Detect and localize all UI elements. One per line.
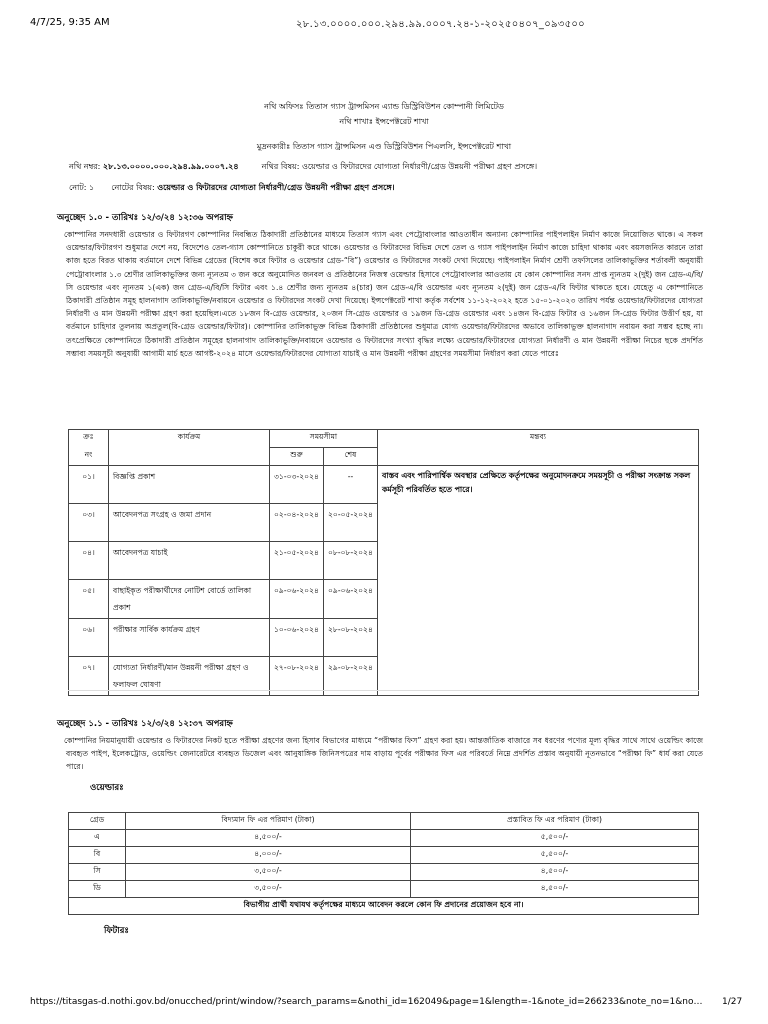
office-line: নথি অফিসঃ তিতাস গ্যাস ট্রান্সমিসন এ্যান্ড ডিস্ট্রিবিউশন কোম্পানী লিমিটেড — [264, 102, 504, 111]
section-2-title: অনুচ্ছেদ ১.১ - তারিখঃ ১২/৩/২৪ ১২:৩৭ অপরাহ্ন — [57, 719, 233, 729]
col-current-fee: বিদ্যমান ফি এর পরিমাণ (টাকা) — [126, 813, 411, 830]
table-row: বি ৪,০০০/- ৫,৫০০/- — [69, 847, 699, 864]
section-2-body: কোম্পানির নিয়মানুযায়ী ওয়েল্ডার ও ফিটারদের নিকট হতে পরীক্ষা গ্রহণের জন্য হিসাব বিভাগের মাধ্যমে “পরীক্ষার ফিস” গ্রহণ করা হয়। আন্তর্জাতিক বাজারে সব ধরণের পণ্যের মূল্য বৃদ্ধির সাথে সাথে ওয়েল্ডিং কাজে ব্যবহৃত পাইপ, ইলেকট্রোড, ওয়েল্ডিং জেনারেটরে ব্যবহৃত ডিজেল এবং আনুষাঙ্গিক জিনিসপত্রের দাম বাড়ায় পূর্বের পরীক্ষার ফিস এর পরিবর্তে নিম্নে প্রদর্শিত প্রস্তাব অনুযায়ী নূতনভাবে “পরীক্ষা ফি” ধার্য করা যেতে পারে। — [64, 736, 703, 772]
note-subject: ওয়েল্ডার ও ফিটারদের যোগ্যতা নির্ধারণী/গ্রেড উন্নয়নী পরীক্ষা গ্রহণ প্রসঙ্গে। — [157, 183, 395, 192]
table-row: ০৫। বাছাইকৃত পরীক্ষার্থীদের নোটিশ বোর্ডে তালিকা প্রকাশ ০৯-০৬-২০২৪ ০৯-০৬-২০২৪ — [69, 580, 699, 619]
welder-heading: ওয়েল্ডারঃ — [90, 783, 124, 793]
browser-datetime: 4/7/25, 9:35 AM — [30, 17, 110, 28]
table-row: ০৩। আবেদনপত্র সংগ্রহ ও জমা প্রদান ০২-০৪-২০২৪ ২০-০৫-২০২৪ — [69, 504, 699, 542]
page-url: https://titasgas-d.nothi.gov.bd/onucched/print/window/?search_params=&nothi_id=162049&page=1&length=-1&note_id=266233&note_no=1&no… — [30, 997, 703, 1007]
note-subject-label: নোটের বিষয়: — [111, 183, 155, 192]
table-row: ০৬। পরীক্ষার সার্বিক কার্যক্রম গ্রহণ ১০-০৬-২০২৪ ২৮-০৮-২০২৪ — [69, 619, 699, 657]
table-row: ০১। বিজ্ঞপ্তি প্রকাশ ৩১-০৩-২০২৪ -- বাস্তব এবং পারিপার্শ্বিক অবস্থার প্রেক্ষিতে কর্তৃপক্ষের অনুমোদনক্রমে সময়সূচী ও পরীক্ষা সংক্রান্ত সকল কর্মসূচী পরিবর্তিত হতে পারে। — [69, 466, 699, 504]
table-row: ০৪। আবেদনপত্র যাচাই ২১-০৫-২০২৪ ০৮-০৮-২০২৪ — [69, 542, 699, 580]
schedule-table — [68, 429, 699, 696]
col-end: শেষ — [323, 448, 377, 466]
file-no: ২৮.১৩.০০০০.০০০.২৯৪.৯৯.০০০৭.২৪ — [102, 162, 239, 171]
col-timeline: সময়সীমা — [270, 430, 378, 448]
document-id: ২৮.১৩.০০০০.০০০.২৯৪.৯৯.০০০৭.২৪-১-২০২৫০৪০৭_০৯৩৫০০ — [296, 19, 585, 30]
page-number: 1/27 — [722, 997, 743, 1007]
col-grade: গ্রেড — [69, 813, 126, 830]
file-no-label: নথি নম্বর: — [69, 162, 101, 171]
col-remarks: মন্তব্য — [377, 430, 698, 466]
table-row: ০৭। যোগ্যতা নির্ধারণী/মান উন্নয়নী পরীক্ষা গ্রহণ ও ফলাফল ঘোষণা ২৭-০৮-২০২৪ ২৯-০৮-২০২৪ — [69, 657, 699, 696]
section-divider — [68, 690, 699, 691]
col-proposed-fee: প্রস্তাবিত ফি এর পরিমাণ (টাকা) — [411, 813, 699, 830]
fee-note: বিভাগীয় প্রার্থী যথাযথ কর্তৃপক্ষের মাধ্যমে আবেদন করলে কোন ফি প্রদানের প্রয়োজন হবে না। — [69, 898, 699, 915]
col-activity: কার্যক্রম — [109, 430, 270, 466]
note-meta-row — [69, 182, 395, 195]
branch-line: নথি শাখাঃ ইন্সপেক্টরেট শাখা — [339, 117, 429, 126]
table-row: ডি ৩,৫০০/- ৪,৫০০/- — [69, 881, 699, 898]
file-subject-label: নথির বিষয়: — [261, 162, 300, 171]
table-row: এ ৪,৫০০/- ৫,৫০০/- — [69, 830, 699, 847]
note-label: নোট: ১ — [69, 183, 95, 192]
col-sl: ক্রঃ — [69, 430, 109, 448]
schedule-remarks: বাস্তব এবং পারিপার্শ্বিক অবস্থার প্রেক্ষিতে কর্তৃপক্ষের অনুমোদনক্রমে সময়সূচী ও পরীক্ষা সংক্রান্ত সকল কর্মসূচী পরিবর্তিত হতে পারে। — [377, 466, 698, 696]
printer-line: মুদ্রনকারীঃ তিতাস গ্যাস ট্রান্সমিসন এণ্ড ডিস্ট্রিবিউশন পিএলসি, ইন্সপেক্টরেট শাখা — [256, 142, 512, 151]
file-subject: ওয়েল্ডার ও ফিটারদের যোগ্যতা নির্ধারণী/গ্রেড উন্নয়নী পরীক্ষা গ্রহণ প্রসঙ্গে। — [301, 162, 538, 171]
col-start: শুরু — [270, 448, 324, 466]
section-2 — [57, 717, 703, 774]
file-meta-row — [69, 161, 537, 174]
section-1-body: কোম্পানির সনদধারী ওয়েল্ডার ও ফিটারগণ কোম্পানির নিবন্ধিত ঠিকাদারী প্রতিষ্ঠানের মাধ্যমে তিতাস গ্যাস এবং পেট্রোবাংলার আওতাধীন অন্যান্য কোম্পানির পাইপলাইন নির্মাণ কাজে নিয়োজিত থাকে। এ সকল ওয়েল্ডার/ফিটারগণ শুধুমাত্র দেশে নয়, বিদেশেও তেল-গ্যাস কোম্পানিতে চাকুরী করে থাকে। ওয়েল্ডার ও ফিটারদের বিভিন্ন দেশে তেল ও গ্যাস পাইপলাইন নির্মাণ কাজে চাহিদা থাকায় এবং বয়সজনিত কারনে তারা কাজ হতে বিরত থাকায় বর্তমানে দেশে বিভিন্ন গ্রেডের (বিশেষ করে ফিটার ও ওয়েল্ডার গ্রেড-“বি”) ওয়েল্ডার ও ফিটারদের সংকট দেখা দিয়েছে। পাইপলাইন নির্মাণ শ্রেণী তফসিলের তালিকাভুক্তির শর্তাবলী অনুযায়ী পেট্রোবাংলার ১.৩ শ্রেণীর তালিকাভুক্তির জন্য ন্যূনতম ৩ জন করে অনুমোদিত জনবল ও প্রতিষ্ঠানের নিজস্ব ওয়েল্ডার হিসাবে পেট্রোবাংলার আওতায় যে কোন কোম্পানির সনদ প্রাপ্ত ন্যূনতম ২(দুই) জন গ্রেড-এ/বি/সি ওয়েল্ডার এবং ন্যূনতম ১(এক) জন গ্রেড-এ/বি/সি ফিটার এবং ১.৪ শ্রেণীর জন্য ন্যূনতম ৪(চার) জন গ্রেড-এ/বি ওয়েল্ডার এবং ন্যূনতম ২(দুই) জন গ্রেড-এ/বি ফিটার থাকতে হবে। যেহেতু এ কোম্পানিতে ঠিকাদারী প্রতিষ্ঠান সমূহ হালনাগাদ তালিকাভুক্তি/নবায়নে ওয়েল্ডার ও ফিটারদের সংকট দেখা দিয়েছে। ইন্সপেক্টরেট শাখা কর্তৃক সর্বশেষ ১১-১২-২০২২ হতে ১৫-০১-২০২৩ তারিখ পর্যন্ত ওয়েল্ডার/ফিটারদের যোগ্যতা নির্ধারণী ও মান উন্নয়নী পরীক্ষা গ্রহণ করা হয়েছিল।এতে ১৮জন বি-গ্রেড ওয়েল্ডার, ২০জন সি-গ্রেড ওয়েল্ডার ও ১৯জন ডি-গ্রেড ওয়েল্ডার এবং ১৪জন বি-গ্রেড ফিটার ও ১৬জন সি-গ্রেড ফিটার উত্তীর্ণ হয়, যা বর্তমানে চাহিদার তুলনায় অপ্রতুল(বি-গ্রেড ওয়েল্ডার/ফিটার)। কোম্পানির তালিকাভুক্ত বিভিন্ন ঠিকাদারী প্রতিষ্ঠানের শুধুমাত্র যোগ্য ওয়েল্ডার/ফিটারদের অভাবে তালিকাভুক্ত হালনাগাদ নবায়ন করা সম্ভব হচ্ছে না। তৎপ্রেক্ষিতে কোম্পানিতে ঠিকাদারী প্রতিষ্ঠান সমূহের হালনাগাদ তালিকাভুক্তি/নবায়নে ওয়েল্ডার ও ফিটারদের সংখ্যা বৃদ্ধির লক্ষ্যে ওয়েল্ডার/ফিটারদের যোগ্যতা নির্ধারণী ও মান উন্নয়নী পরীক্ষা নিচের ছকে প্রদর্শিত সম্ভাব্য সময়সূচী অনুযায়ী আগামী মার্চ হতে আগষ্ট-২০২৪ মাসে ওয়েল্ডার/ফিটারদের যোগ্যতা যাচাই ও মান উন্নয়নী পরীক্ষা গ্রহণের সময়সীমা নির্ধারণ করা যেতে পারেঃ — [64, 230, 703, 358]
col-sl-2: নং — [69, 448, 109, 466]
welder-fee-table — [68, 812, 699, 915]
fitter-heading: ফিটারঃ — [104, 926, 129, 936]
section-1-title: অনুচ্ছেদ ১.০ - তারিখঃ ১২/৩/২৪ ১২:৩৬ অপরাহ্ন — [57, 213, 233, 223]
section-1 — [57, 211, 703, 360]
table-row: সি ৩,৫০০/- ৪,৫০০/- — [69, 864, 699, 881]
